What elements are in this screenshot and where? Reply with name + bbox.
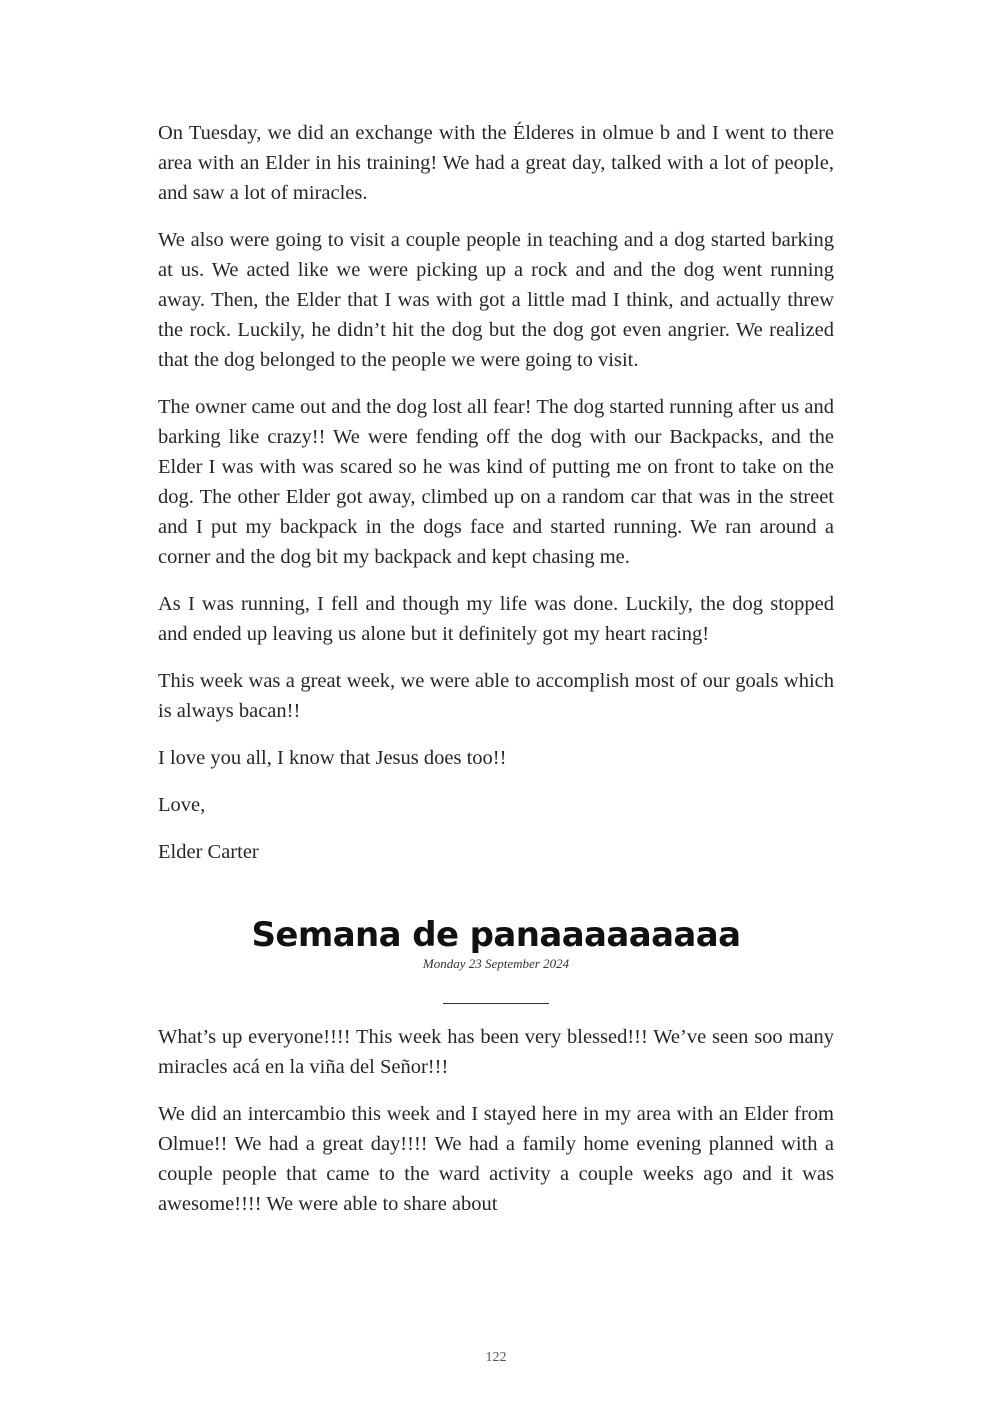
page-content xyxy=(158,118,834,1236)
entry-title: Semana de panaaaaaaaaa xyxy=(251,915,741,955)
paragraph: This week was a great week, we were able to accomplish most of our goals which is always bacan!! xyxy=(158,670,834,722)
paragraph: As I was running, I fell and though my life was done. Luckily, the dog stopped and ended up leaving us alone but it definitely got my heart racing! xyxy=(158,593,834,645)
title-divider xyxy=(443,1003,549,1004)
paragraph: What’s up everyone!!!! This week has been very blessed!!! We’ve seen soo many miracles acá en la viña del Señor!!! xyxy=(158,1026,834,1078)
signature-line: Elder Carter xyxy=(158,841,259,863)
paragraph: The owner came out and the dog lost all fear! The dog started running after us and barking like crazy!! We were fending off the dog with our Backpacks, and the Elder I was with was scared so he was kind of putting me on front to take on the dog. The other Elder got away, climbed up on a random car that was in the street and I put my backpack in the dogs face and started running. We ran around a corner and the dog bit my backpack and kept chasing me. xyxy=(158,396,834,568)
paragraph: Love, xyxy=(158,794,206,816)
entry-date: Monday 23 September 2024 xyxy=(422,956,570,971)
paragraph: We did an intercambio this week and I stayed here in my area with an Elder from Olmue!! We had a great day!!!! We had a family home evening planned with a couple people that came to the ward activity a couple weeks ago and it was awesome!!!! We were able to share about xyxy=(158,1103,834,1215)
paragraph: On Tuesday, we did an exchange with the Élderes in olmue b and I went to there area with an Elder in his training! We had a great day, talked with a lot of people, and saw a lot of miracles. xyxy=(158,122,834,204)
paragraph: I love you all, I know that Jesus does too!! xyxy=(158,747,507,769)
paragraph: We also were going to visit a couple people in teaching and a dog started barking at us. We acted like we were picking up a rock and and the dog went running away. Then, the Elder that I was with got a little mad I think, and actually threw the rock. Luckily, he didn’t hit the dog but the dog got even angrier. We realized that the dog belonged to the people we were going to visit. xyxy=(158,229,834,371)
page-number: 122 xyxy=(485,1350,507,1365)
